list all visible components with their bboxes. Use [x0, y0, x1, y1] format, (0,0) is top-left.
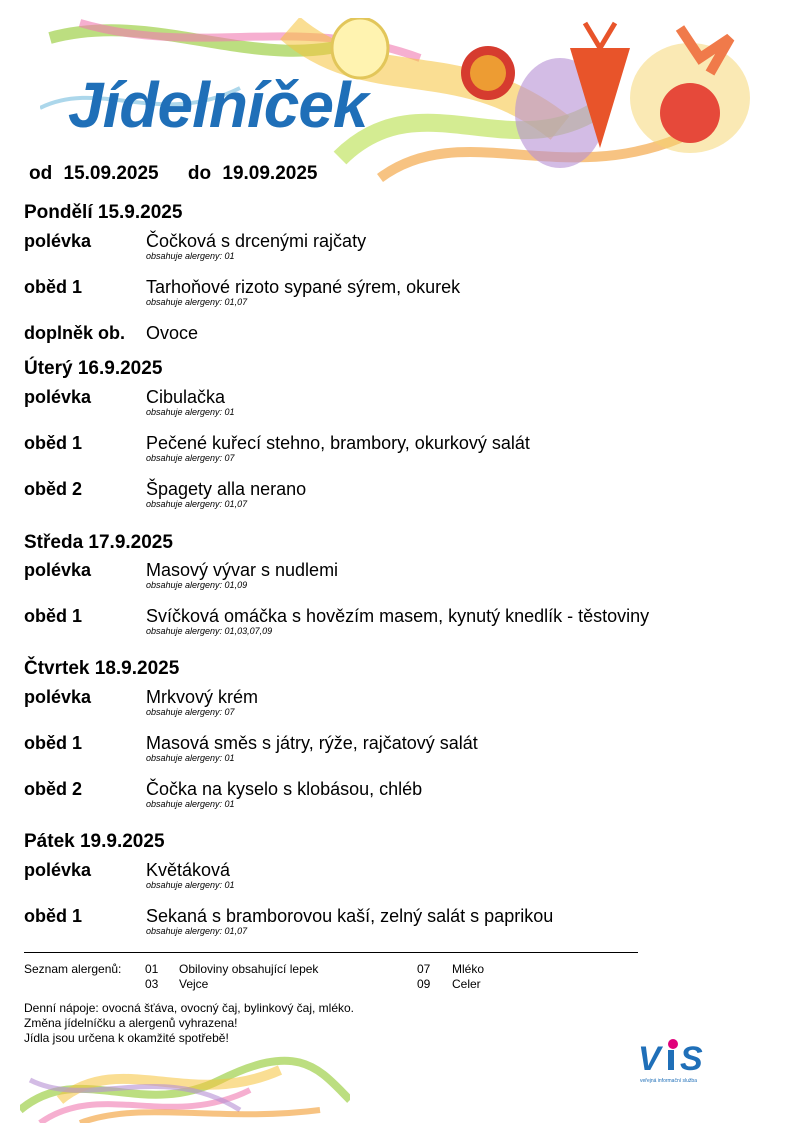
dish-allergens: obsahuje alergeny: 01,03,07,09	[146, 626, 273, 636]
dish-name: Tarhoňové rizoto sypané sýrem, okurek	[146, 277, 461, 297]
course-label: polévka	[24, 387, 92, 407]
vis-logo-tagline: veřejná informační služba	[640, 1078, 697, 1084]
dish-name: Masový vývar s nudlemi	[146, 560, 339, 580]
dish-allergens: obsahuje alergeny: 01	[146, 799, 235, 809]
dish-name: Špagety alla nerano	[146, 479, 307, 499]
note-consumption: Jídla jsou určena k okamžité spotřebě!	[24, 1031, 229, 1045]
period-from-date: 15.09.2025	[63, 163, 159, 184]
allergen-code: 07	[417, 962, 431, 976]
dish-allergens: obsahuje alergeny: 01,07	[146, 297, 248, 307]
dish-allergens: obsahuje alergeny: 07	[146, 707, 235, 717]
svg-text:S: S	[680, 1040, 703, 1078]
course-label: oběd 1	[24, 606, 83, 626]
allergen-name: Vejce	[179, 977, 209, 991]
course-label: oběd 2	[24, 779, 83, 799]
menu-period	[29, 163, 323, 185]
course-label: oběd 1	[24, 906, 83, 926]
dish-allergens: obsahuje alergeny: 01,09	[146, 580, 248, 590]
course-label: oběd 1	[24, 433, 83, 453]
dish-name: Ovoce	[146, 323, 199, 343]
page-title: Jídelníček	[68, 69, 368, 141]
day-title: Pondělí 15.9.2025	[24, 202, 183, 223]
course-label: polévka	[24, 231, 92, 251]
dish-allergens: obsahuje alergeny: 01,07	[146, 499, 248, 509]
svg-text:V: V	[638, 1040, 661, 1078]
day-title: Středa 17.9.2025	[24, 532, 173, 553]
day-title: Úterý 16.9.2025	[24, 358, 163, 379]
note-change: Změna jídelníčku a alergenů vyhrazena!	[24, 1016, 238, 1030]
dish-name: Květáková	[146, 860, 231, 880]
dish-name: Svíčková omáčka s hovězím masem, kynutý knedlík - těstoviny	[146, 606, 650, 626]
dish-allergens: obsahuje alergeny: 01	[146, 407, 235, 417]
allergen-name: Mléko	[452, 962, 485, 976]
period-to-date: 19.09.2025	[222, 163, 318, 184]
dish-allergens: obsahuje alergeny: 01	[146, 251, 235, 261]
allergen-code: 03	[145, 977, 159, 991]
dish-name: Sekaná s bramborovou kaší, zelný salát s paprikou	[146, 906, 554, 926]
period-from-label: od	[29, 163, 53, 184]
course-label: oběd 1	[24, 277, 83, 297]
divider	[24, 952, 638, 953]
dish-name: Čočka na kyselo s klobásou, chléb	[146, 779, 423, 799]
day-title: Čtvrtek 18.9.2025	[24, 658, 180, 679]
dish-allergens: obsahuje alergeny: 01,07	[146, 926, 248, 936]
dish-name: Masová směs s játry, rýže, rajčatový salát	[146, 733, 478, 753]
dish-name: Čočková s drcenými rajčaty	[146, 231, 367, 251]
allergen-name: Celer	[452, 977, 481, 991]
footer-ribbon-art	[20, 1040, 350, 1123]
period-to-label: do	[187, 163, 212, 184]
course-label: polévka	[24, 687, 92, 707]
course-label: oběd 2	[24, 479, 83, 499]
dish-name: Mrkvový krém	[146, 687, 258, 707]
course-label: polévka	[24, 560, 92, 580]
allergen-name: Obiloviny obsahující lepek	[179, 962, 319, 976]
dish-name: Pečené kuřecí stehno, brambory, okurkový salát	[146, 433, 530, 453]
course-label: polévka	[24, 860, 92, 880]
day-title: Pátek 19.9.2025	[24, 831, 165, 852]
course-label: doplněk ob.	[24, 323, 125, 343]
dish-allergens: obsahuje alergeny: 01	[146, 880, 235, 890]
dish-name: Cibulačka	[146, 387, 226, 407]
course-label: oběd 1	[24, 733, 83, 753]
allergen-code: 01	[145, 962, 159, 976]
note-drinks: Denní nápoje: ovocná šťáva, ovocný čaj, bylinkový čaj, mléko.	[24, 1001, 355, 1015]
dish-allergens: obsahuje alergeny: 07	[146, 453, 235, 463]
allergen-list-label: Seznam alergenů:	[24, 962, 122, 976]
allergen-code: 09	[417, 977, 431, 991]
dish-allergens: obsahuje alergeny: 01	[146, 753, 235, 763]
